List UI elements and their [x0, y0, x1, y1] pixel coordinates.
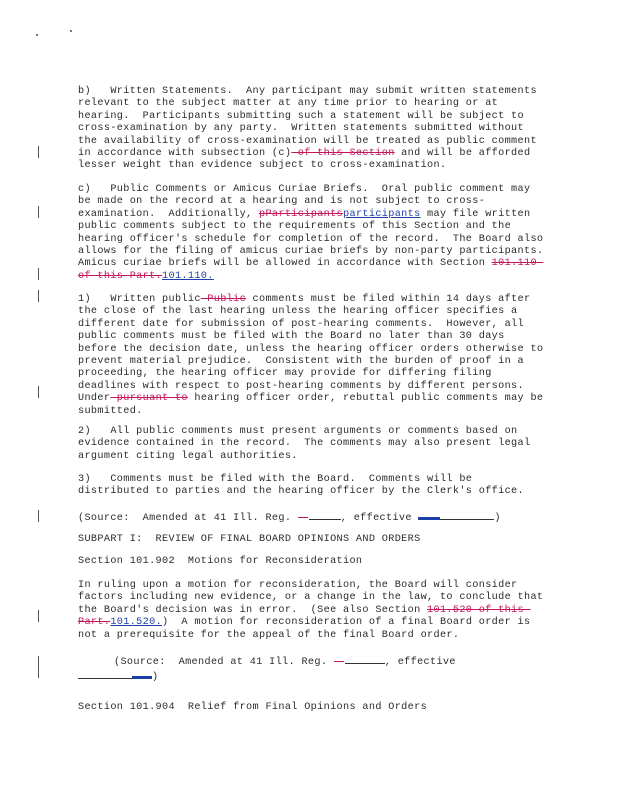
blank-line	[440, 510, 494, 520]
blank-line	[345, 654, 385, 664]
section-heading: Section 101.904 Relief from Final Opinions and Orders	[78, 702, 428, 713]
revision-bar	[38, 290, 39, 302]
deleted-mark	[298, 517, 308, 518]
revision-bar	[38, 268, 39, 280]
deleted-text: 101.110 of this Part.	[78, 258, 544, 282]
deleted-mark	[334, 661, 344, 662]
subsection-c-text: c) Public Comments or Amicus Curiae Briefs. Oral public comment may be made on the record at a hearing and is not subject to cross-examination. Additionally,	[78, 184, 537, 220]
source-note-prefix: (Source: Amended at 41 Ill. Reg.	[78, 513, 298, 524]
source-note	[78, 510, 548, 525]
inserted-mark	[418, 517, 440, 520]
source-note	[78, 654, 548, 685]
subpart-heading: SUBPART I: REVIEW OF FINAL BOARD OPINIONS AND ORDERS	[78, 534, 421, 545]
revision-bar	[38, 610, 39, 622]
revision-bar	[38, 510, 39, 522]
blank-line	[78, 669, 132, 679]
subsection-c3: 3) Comments must be filed with the Board. Comments will be distributed to parties and the hearing officer by the Clerk's office.	[78, 474, 524, 498]
subsection-c-text-cont: may file written public comments subject to the requirements of this Section and the hearing officer's schedule for completion of the record. The Board also allows for the filing of amicus curiae briefs by non-party participants. Amicus curiae briefs will be allowed in accordance with Section	[78, 208, 557, 270]
scan-speck	[36, 34, 38, 36]
revision-bar	[38, 386, 39, 398]
section-heading: Section 101.902 Motions for Reconsideration	[78, 556, 363, 567]
subsection-b-text: b) Written Statements. Any participant may submit written statements relevant to the subject matter at any time prior to hearing or at hearing. Participants submitting such a statement will be subject to cross-examination by any party. Written statements submitted without the availability of cross-examination will be treated as public comment in accordance with subsection (c)	[78, 86, 544, 160]
subsection-c1-text-end: hearing officer order, rebuttal public comments may be submitted.	[78, 393, 550, 417]
source-note-mid: , effective	[384, 657, 456, 668]
subsection-b-written-statements	[78, 86, 548, 173]
deleted-text: pursuant to	[110, 393, 188, 405]
inserted-text: participants	[343, 208, 421, 220]
deleted-text: pParticipants	[258, 208, 344, 220]
inserted-text: 101.110.	[162, 270, 214, 282]
subsection-c1-text-cont: comments must be filed within 14 days after the close of the last hearing unless the hearing officer specifies a different date for submission of post-hearing comments. However, all public comments must be filed with the Board no later than 30 days before the decision date, unless the hearing officer orders otherwise to prevent material prejudice. Consistent with the burden of proof in a proceeding, the hearing officer may provide for differing filing deadlines with respect to post-hearing comments by different persons. Under	[78, 294, 550, 405]
inserted-mark	[132, 676, 152, 679]
source-note-suffix: )	[152, 672, 159, 684]
subsection-b-text-end: and will be afforded lesser weight than evidence subject to cross-examination.	[78, 148, 537, 172]
section-902-text: In ruling upon a motion for reconsideration, the Board will consider factors including new evidence, or a change in the law, to conclude that the Board's decision was in error. (See also Section	[78, 580, 550, 616]
revision-bar	[38, 206, 39, 218]
revision-bar	[38, 656, 39, 678]
subsection-c1-text: 1) Written public	[78, 294, 201, 305]
deleted-text: 101.520 of this Part.	[78, 604, 531, 629]
section-902-text-end: ) A motion for reconsideration of a final Board order is not a prerequisite for the appeal of the final Board order.	[78, 617, 537, 641]
deleted-text: of this Section	[291, 148, 395, 160]
subsection-c2: 2) All public comments must present arguments or comments based on evidence contained in the record. The comments may also present legal argument citing legal authorities.	[78, 426, 537, 462]
section-902-body	[78, 580, 548, 642]
source-note-suffix: )	[494, 513, 501, 524]
subsection-c-public-comments	[78, 184, 557, 283]
source-note-mid: , effective	[340, 513, 419, 524]
inserted-text: 101.520.	[110, 617, 163, 629]
blank-line	[309, 510, 341, 520]
revision-bar	[38, 146, 39, 158]
source-note-prefix: (Source: Amended at 41 Ill. Reg.	[114, 657, 334, 668]
subsection-c1	[78, 294, 548, 418]
scan-speck	[70, 30, 72, 32]
deleted-text: Public	[200, 294, 247, 305]
